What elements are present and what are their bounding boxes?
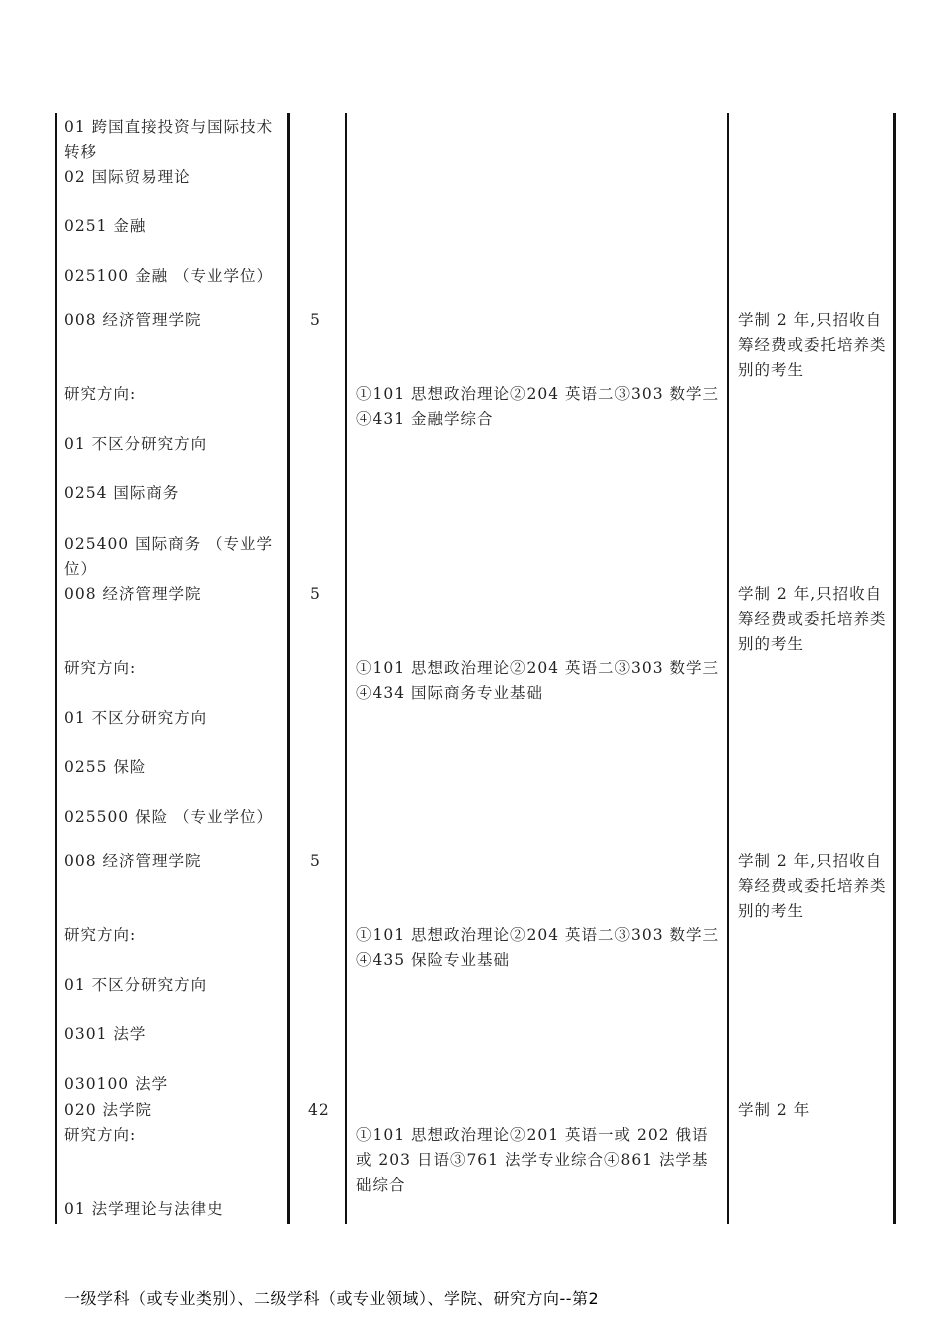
exam-subjects: ①101 思想政治理论②204 英语二③303 数学三④434 国际商务专业基础	[356, 659, 720, 702]
enrollment-count: 5	[310, 852, 321, 870]
research-direction: 01 不区分研究方向	[64, 709, 208, 727]
remarks: 学制 2 年	[738, 1101, 811, 1119]
remarks: 学制 2 年,只招收自筹经费或委托培养类别的考生	[738, 311, 887, 379]
table-border-left	[55, 113, 57, 1224]
research-direction: 01 不区分研究方向	[64, 435, 208, 453]
enrollment-count: 42	[308, 1101, 330, 1119]
professional-category: 025500 保险 （专业学位）	[64, 808, 274, 826]
page-footer: 一级学科（或专业类别）、二级学科（或专业领域）、学院、研究方向--第2	[64, 1289, 600, 1308]
research-direction-02: 02 国际贸易理论	[64, 168, 191, 186]
college-name: 020 法学院	[64, 1101, 153, 1119]
research-direction-01: 01 跨国直接投资与国际技术转移	[64, 118, 274, 161]
first-level-discipline: 0251 金融	[64, 217, 147, 235]
professional-category: 025100 金融 （专业学位）	[64, 267, 274, 285]
professional-category: 025400 国际商务 （专业学位）	[64, 535, 274, 578]
remarks: 学制 2 年,只招收自筹经费或委托培养类别的考生	[738, 585, 887, 653]
first-level-discipline: 0301 法学	[64, 1025, 147, 1043]
research-direction-label: 研究方向:	[64, 385, 137, 403]
exam-subjects: ①101 思想政治理论②201 英语一或 202 俄语或 203 日语③761 法学专业综合④861 法学基础综合	[356, 1126, 709, 1194]
exam-subjects: ①101 思想政治理论②204 英语二③303 数学三④435 保险专业基础	[356, 926, 720, 969]
table-divider-2	[345, 113, 347, 1224]
table-border-right	[893, 113, 896, 1224]
enrollment-count: 5	[310, 585, 321, 603]
first-level-discipline: 0255 保险	[64, 758, 147, 776]
table-divider-3	[727, 113, 729, 1224]
college-name: 008 经济管理学院	[64, 852, 202, 870]
research-direction-label: 研究方向:	[64, 926, 137, 944]
research-direction: 01 不区分研究方向	[64, 976, 208, 994]
research-direction-label: 研究方向:	[64, 1126, 137, 1144]
first-level-discipline: 0254 国际商务	[64, 484, 180, 502]
college-name: 008 经济管理学院	[64, 585, 202, 603]
professional-category: 030100 法学	[64, 1075, 169, 1093]
remarks: 学制 2 年,只招收自筹经费或委托培养类别的考生	[738, 852, 887, 920]
research-direction-label: 研究方向:	[64, 659, 137, 677]
enrollment-count: 5	[310, 311, 321, 329]
college-name: 008 经济管理学院	[64, 311, 202, 329]
exam-subjects: ①101 思想政治理论②204 英语二③303 数学三④431 金融学综合	[356, 385, 720, 428]
table-divider-1	[287, 113, 290, 1224]
research-direction: 01 法学理论与法律史	[64, 1200, 224, 1218]
